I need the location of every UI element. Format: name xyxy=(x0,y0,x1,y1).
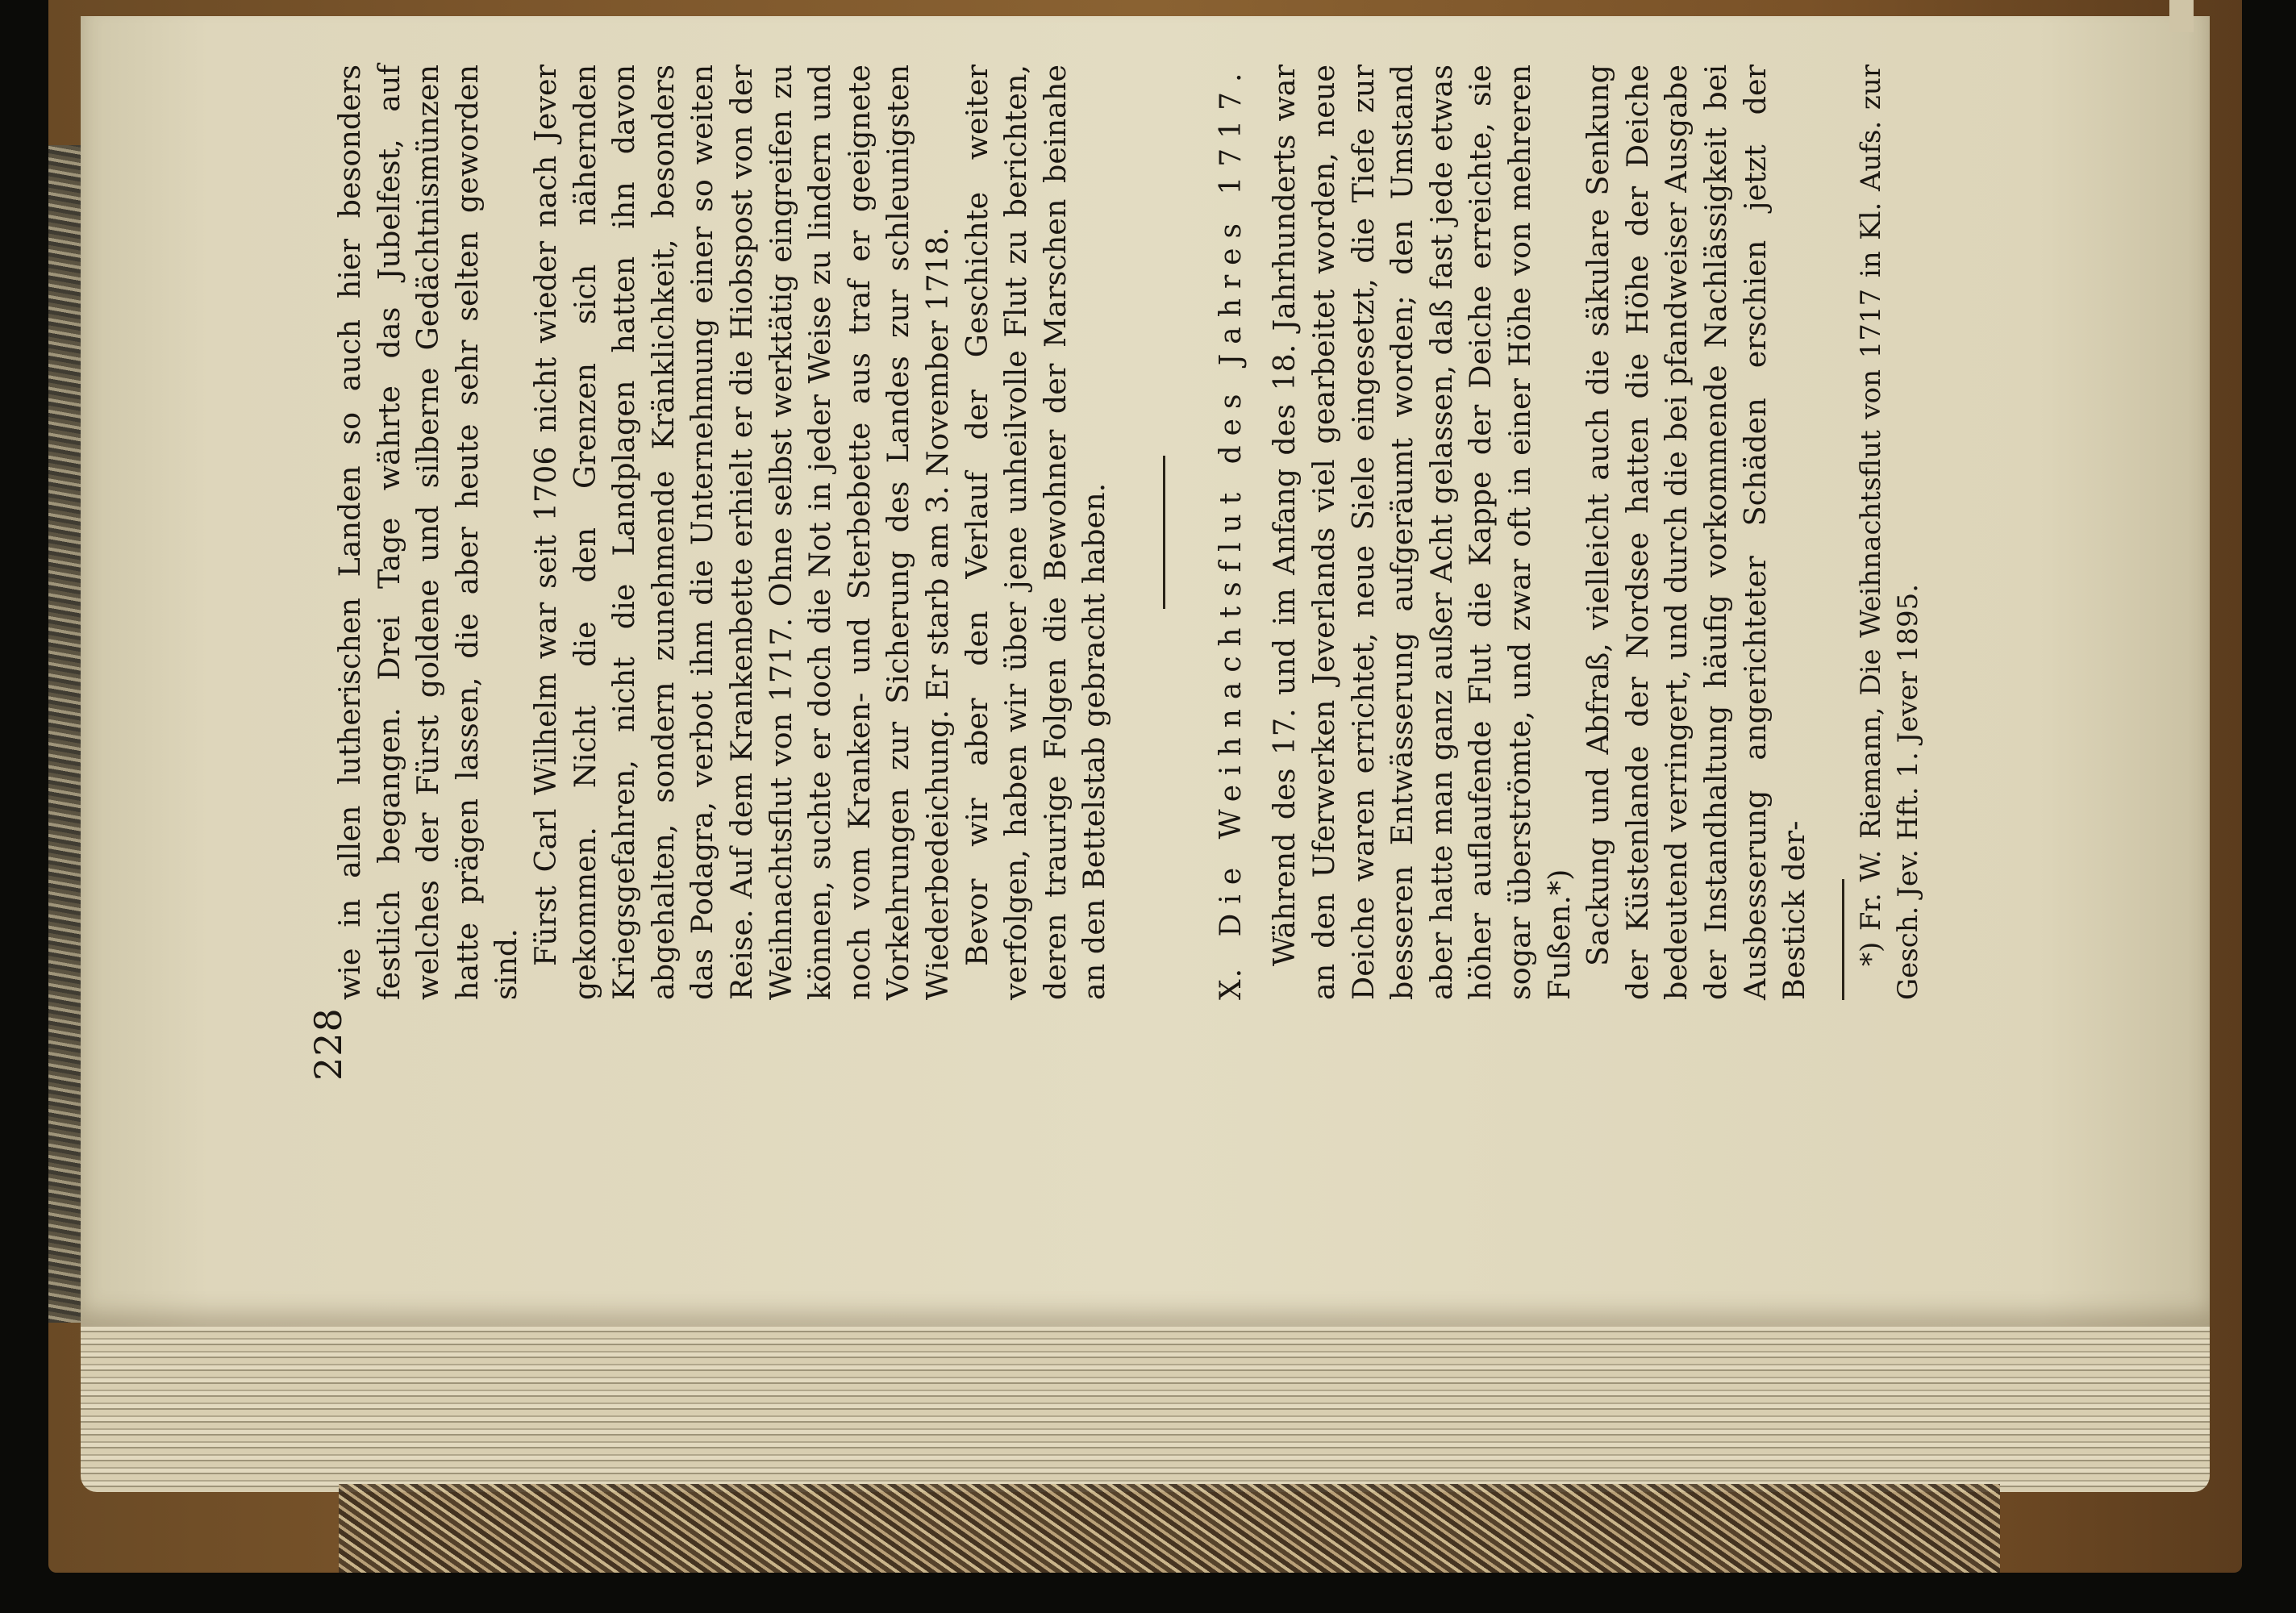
page-edges xyxy=(81,1307,2210,1492)
footnote-rule xyxy=(1842,879,1844,1000)
paragraph-subsidence: Sackung und Abfraß, vielleicht auch die säkulare Senkung der Küstenlande der Nordsee hatten die Höhe der Deiche bedeutend verringert, und durch die bei pfandweiser Ausgabe der Instandhaltung häufig vorkommende Nachlässigkeit bei Ausbesserung angerichteter Schäden erschien jetzt der Bestick der- xyxy=(1581,65,1812,1000)
paragraph-carl-wilhelm: Fürst Carl Wilhelm war seit 1706 nicht wieder nach Jever gekommen. Nicht die den Grenzen sich nähernden Kriegsgefahren, nicht die Landplagen hatten ihn davon abgehalten, sondern zunehmende Kränklichkeit, besonders das Podagra, verbot ihm die Unternehmung einer so weiten Reise. Auf dem Krankenbette erhielt er die Hiobspost von der Weihnachtsflut von 1717. Ohne selbst werktätig eingreifen zu können, suchte er doch die Not in jeder Weise zu lindern und noch vom Kranken- und Sterbebette aus traf er geeignete Vorkehrungen zur Sicherung des Landes zur schleunigsten Wiederbedeichung. Er starb am 3. November 1718. xyxy=(527,65,955,1000)
paragraph-jubilee: wie in allen lutherischen Landen so auch hier besonders festlich begangen. Drei Tage währte das Jubelfest, auf welches der Fürst goldene und silberne Gedächtnismünzen hatte prägen lassen, die aber heute sehr selten geworden sind. xyxy=(332,65,524,1000)
page-corner xyxy=(2169,0,2194,32)
section-number: X. xyxy=(1214,966,1248,1000)
section-title: Die Weihnachtsflut des Jahres 1717. xyxy=(1214,63,1248,937)
paragraph-dike-works: Während des 17. und im Anfang des 18. Jahrhunderts war an den Uferwerken Jeverlands viel gearbeitet worden, neue Deiche waren errichtet, neue Siele eingesetzt, die Tiefe zur besseren Entwässerung aufgeräumt worden; den Umstand aber hatte man ganz außer Acht gelassen, daß fast jede etwas höher auflaufende Flut die Kappe der Deiche erreichte, sie sogar überströmte, und zwar oft in einer Höhe von mehreren Fußen.*) xyxy=(1267,65,1577,1000)
marbled-endpaper xyxy=(339,1484,2000,1573)
section-heading xyxy=(1212,65,1252,1000)
footnote: *) Fr. W. Riemann, Die Weihnachtsflut von 1717 in Kl. Aufs. zur Gesch. Jev. Hft. 1. Jever 1895. xyxy=(1854,65,1924,1000)
section-divider xyxy=(1163,456,1165,609)
paragraph-transition: Bevor wir aber den Verlauf der Geschichte weiter verfolgen, haben wir über jene unheilvolle Flut zu berichten, deren traurige Folgen die Bewohner der Marschen beinahe an den Bettelstab gebracht haben. xyxy=(959,65,1112,1000)
page-number: 228 xyxy=(306,1007,350,1081)
marbled-edge-left xyxy=(48,145,82,1323)
page-body xyxy=(331,65,1927,1000)
rotated-page-content xyxy=(306,63,1924,1081)
